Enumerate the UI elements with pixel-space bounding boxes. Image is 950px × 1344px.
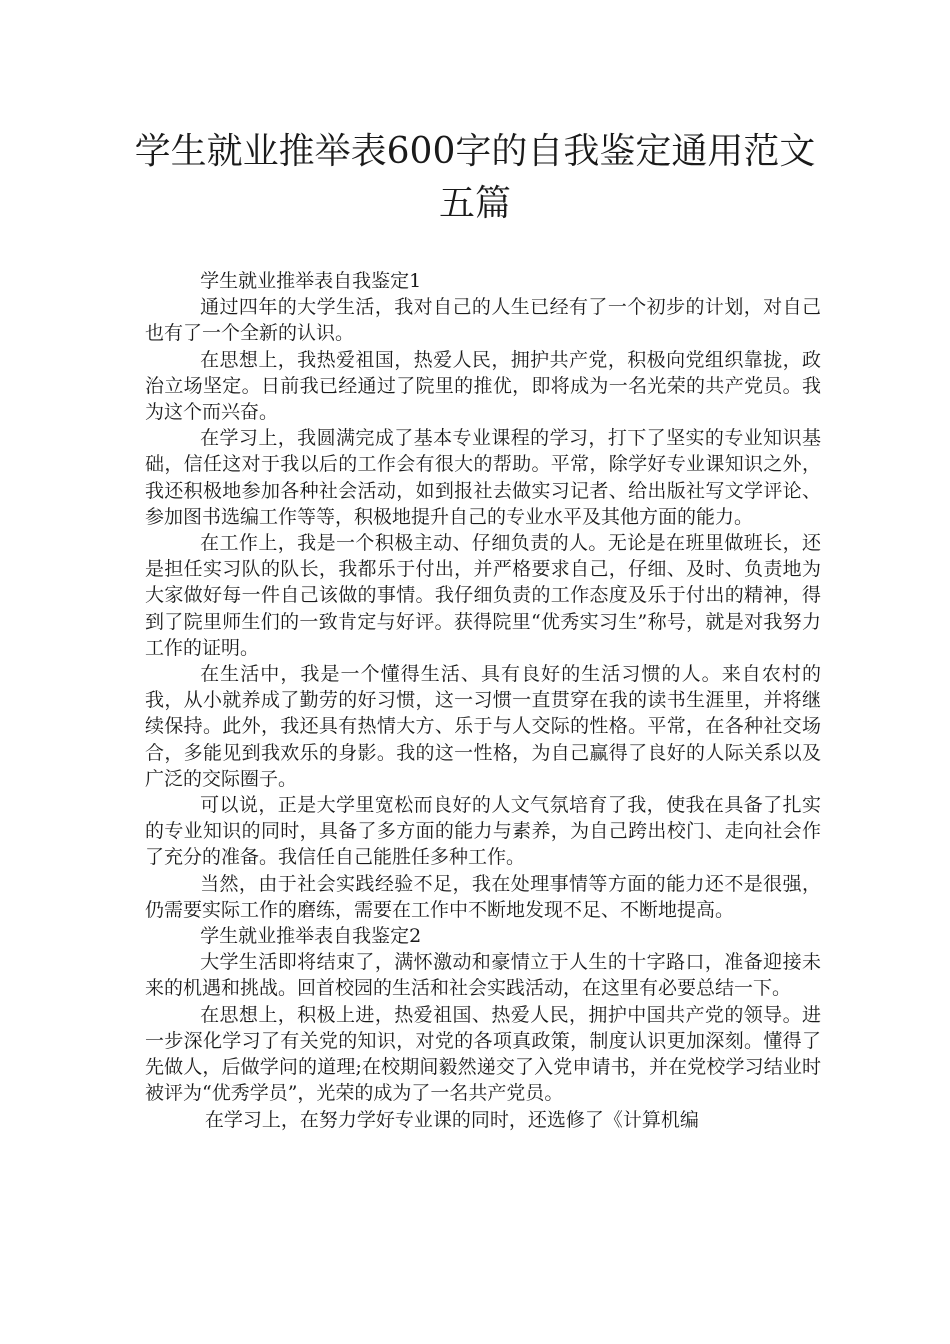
paragraph: 在学习上，在努力学好专业课的同时，还选修了《计算机编	[204, 1108, 699, 1131]
paragraph: 在学习上，我圆满完成了基本专业课程的学习，打下了坚实的专业知识基础，信任这对于我以后的工作会有很大的帮助。平常，除学好专业课知识之外，我还积极地参加各种社会活动，如到报社去做实习记者、给出版社写文学评论、参加图书选编工作等等，积极地提升自己的专业水平及其他方面的能力。	[145, 427, 821, 528]
section-heading: 学生就业推举表自我鉴定2	[200, 925, 422, 948]
document-title: 学生就业推举表600字的自我鉴定通用范文五篇	[134, 131, 816, 224]
section-heading: 学生就业推举表自我鉴定1	[200, 270, 422, 292]
paragraph: 在生活中，我是一个懂得生活、具有良好的生活习惯的人。来自农村的我，从小就养成了勤劳的好习惯，这一习惯一直贯穿在我的读书生涯里，并将继续保持。此外，我还具有热情大方、乐于与人交际的性格。平常，在各种社交场合，多能见到我欢乐的身影。我的这一性格，为自己赢得了良好的人际关系以及广泛的交际圈子。	[145, 663, 821, 790]
paragraph: 在工作上，我是一个积极主动、仔细负责的人。无论是在班里做班长，还是担任实习队的队长，我都乐于付出，并严格要求自己，仔细、及时、负责地为大家做好每一件自己该做的事情。我仔细负责的工作态度及乐于付出的精神，得到了院里师生们的一致肯定与好评。获得院里“优秀实习生”称号，就是对我努力工作的证明。	[145, 532, 821, 659]
paragraph: 在思想上，我热爱祖国，热爱人民，拥护共产党，积极向党组织靠拢，政治立场坚定。日前我已经通过了院里的推优，即将成为一名光荣的共产党员。我为这个而兴奋。	[145, 348, 821, 424]
paragraph: 通过四年的大学生活，我对自己的人生已经有了一个初步的计划，对自己也有了一个全新的认识。	[145, 296, 821, 345]
paragraph: 当然，由于社会实践经验不足，我在处理事情等方面的能力还不是很强，仍需要实际工作的磨练，需要在工作中不断地发现不足、不断地提高。	[145, 872, 821, 921]
paragraph: 大学生活即将结束了，满怀激动和豪情立于人生的十字路口，准备迎接未来的机遇和挑战。回首校园的生活和社会实践活动，在这里有必要总结一下。	[145, 951, 821, 1000]
paragraph: 可以说，正是大学里宽松而良好的人文气氛培育了我，使我在具备了扎实的专业知识的同时，具备了多方面的能力与素养，为自己跨出校门、走向社会作了充分的准备。我信任自己能胜任多种工作。	[145, 794, 821, 869]
document-body	[145, 268, 821, 1133]
paragraph: 在思想上，积极上进，热爱祖国、热爱人民，拥护中国共产党的领导。进一步深化学习了有关党的知识，对党的各项真政策，制度认识更加深刻。懂得了先做人，后做学问的道理;在校期间毅然递交了入党申请书，并在党校学习结业时被评为“优秀学员”，光荣的成为了一名共产党员。	[145, 1003, 821, 1105]
